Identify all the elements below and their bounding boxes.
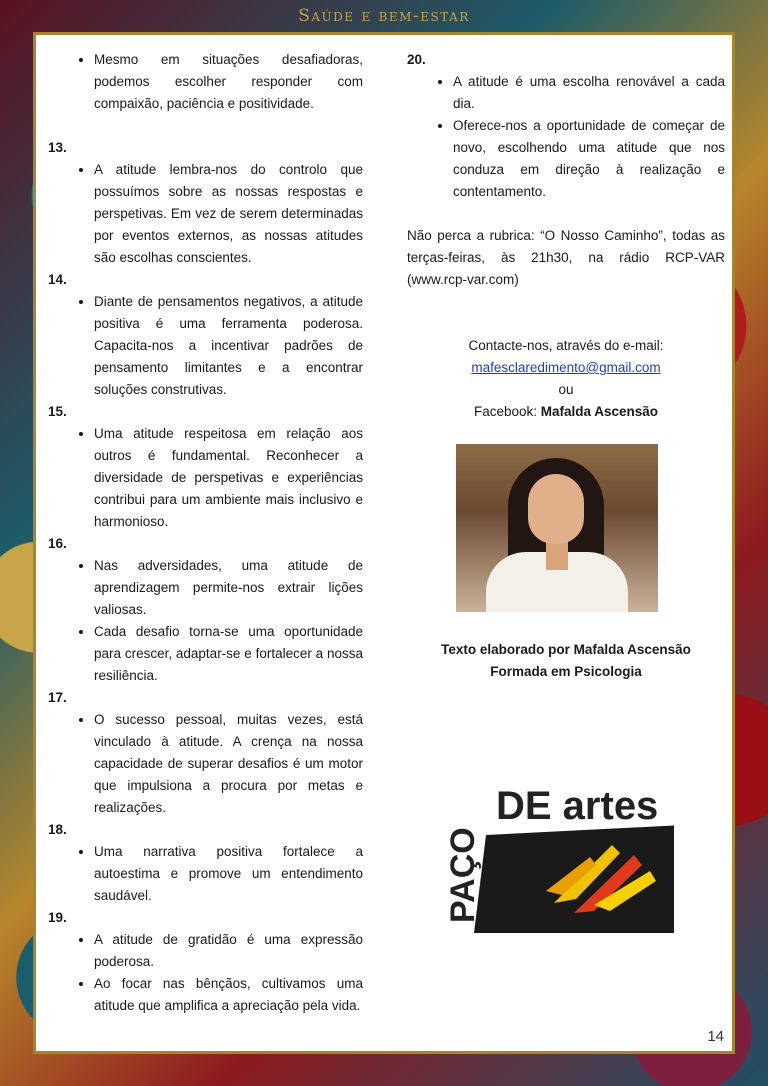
- list-item: • O sucesso pessoal, muitas vezes, está vinculado à atitude. A crença na nossa capacidade de superar desafios é um motor que impulsiona a procura por metas e realizações.: [94, 709, 363, 819]
- section-title: Saúde e bem-estar: [298, 6, 470, 26]
- bullet-list: [48, 291, 363, 401]
- bullet-list: [48, 929, 363, 1017]
- bullet-list: [48, 555, 363, 687]
- list-item: • A atitude é uma escolha renovável a cada dia.: [453, 71, 725, 115]
- credit-line: Texto elaborado por Mafalda Ascensão: [441, 642, 691, 657]
- bullet-list: [48, 423, 363, 533]
- list-item: • Uma narrativa positiva fortalece a autoestima e promove um entendimento saudável.: [94, 841, 363, 907]
- list-item: • Diante de pensamentos negativos, a atitude positiva é uma ferramenta poderosa. Capacita-nos a incentivar padrões de pensamento limitantes e a encontrar soluções construtivas.: [94, 291, 363, 401]
- bullet-list: [48, 159, 363, 269]
- logo-text-side: PAÇO: [444, 827, 482, 923]
- bullet-list: [407, 71, 725, 203]
- intro-list: [48, 49, 363, 115]
- list-item: • A atitude lembra-nos do controlo que possuímos sobre as nossas respostas e perspetivas. Em vez de serem determinadas por eventos externos, as nossas atitudes são escolhas conscientes.: [94, 159, 363, 269]
- list-item: • Oferece-nos a oportunidade de começar de novo, escolhendo uma atitude que nos conduza em direção à realização e contentamento.: [453, 115, 725, 203]
- right-column: [407, 49, 725, 423]
- section-number: 20.: [407, 52, 426, 67]
- facebook-line: [407, 401, 725, 423]
- section-number: 13.: [48, 140, 67, 155]
- section-number: 15.: [48, 404, 67, 419]
- radio-notice: Não perca a rubrica: “O Nosso Caminho”, todas as terças-feiras, às 21h30, na rádio RCP-VAR (www.rcp-var.com): [407, 228, 725, 287]
- facebook-label: Facebook:: [473, 404, 541, 419]
- facebook-name: Mafalda Ascensão: [540, 404, 659, 419]
- section-number: 16.: [48, 536, 67, 551]
- left-column: [48, 49, 363, 1017]
- list-item: • Mesmo em situações desafiadoras, podemos escolher responder com compaixão, paciência e positividade.: [94, 49, 363, 115]
- or-text: ou: [558, 382, 574, 397]
- list-item: • A atitude de gratidão é uma expressão poderosa.: [94, 929, 363, 973]
- page-number: 14: [707, 1028, 724, 1045]
- list-item: • Nas adversidades, uma atitude de aprendizagem permite-nos extrair lições valiosas.: [94, 555, 363, 621]
- contact-line: Contacte-nos, através do e-mail:: [468, 338, 664, 353]
- section-number: 14.: [48, 272, 67, 287]
- list-item: • Cada desafio torna-se uma oportunidade para crescer, adaptar-se e fortalecer a nossa resiliência.: [94, 621, 363, 687]
- section-number: 18.: [48, 822, 67, 837]
- email-link[interactable]: mafesclaredimento@gmail.com: [471, 360, 661, 375]
- author-credits: [407, 639, 725, 683]
- section-number: 17.: [48, 690, 67, 705]
- list-item: • Uma atitude respeitosa em relação aos outros é fundamental. Reconhecer a diversidade de perspetivas e experiências contribui para um ambiente mais inclusivo e harmonioso.: [94, 423, 363, 533]
- bullet-list: [48, 841, 363, 907]
- section-number: 19.: [48, 910, 67, 925]
- header-bar: [0, 0, 768, 32]
- credit-line: Formada em Psicologia: [490, 664, 642, 679]
- author-photo: [456, 444, 658, 612]
- page: [33, 32, 735, 1054]
- bullet-list: [48, 709, 363, 819]
- paco-de-artes-logo: [434, 773, 674, 933]
- logo-text-top: DE artes: [496, 784, 659, 828]
- list-item: • Ao focar nas bênçãos, cultivamos uma atitude que amplifica a apreciação pela vida.: [94, 973, 363, 1017]
